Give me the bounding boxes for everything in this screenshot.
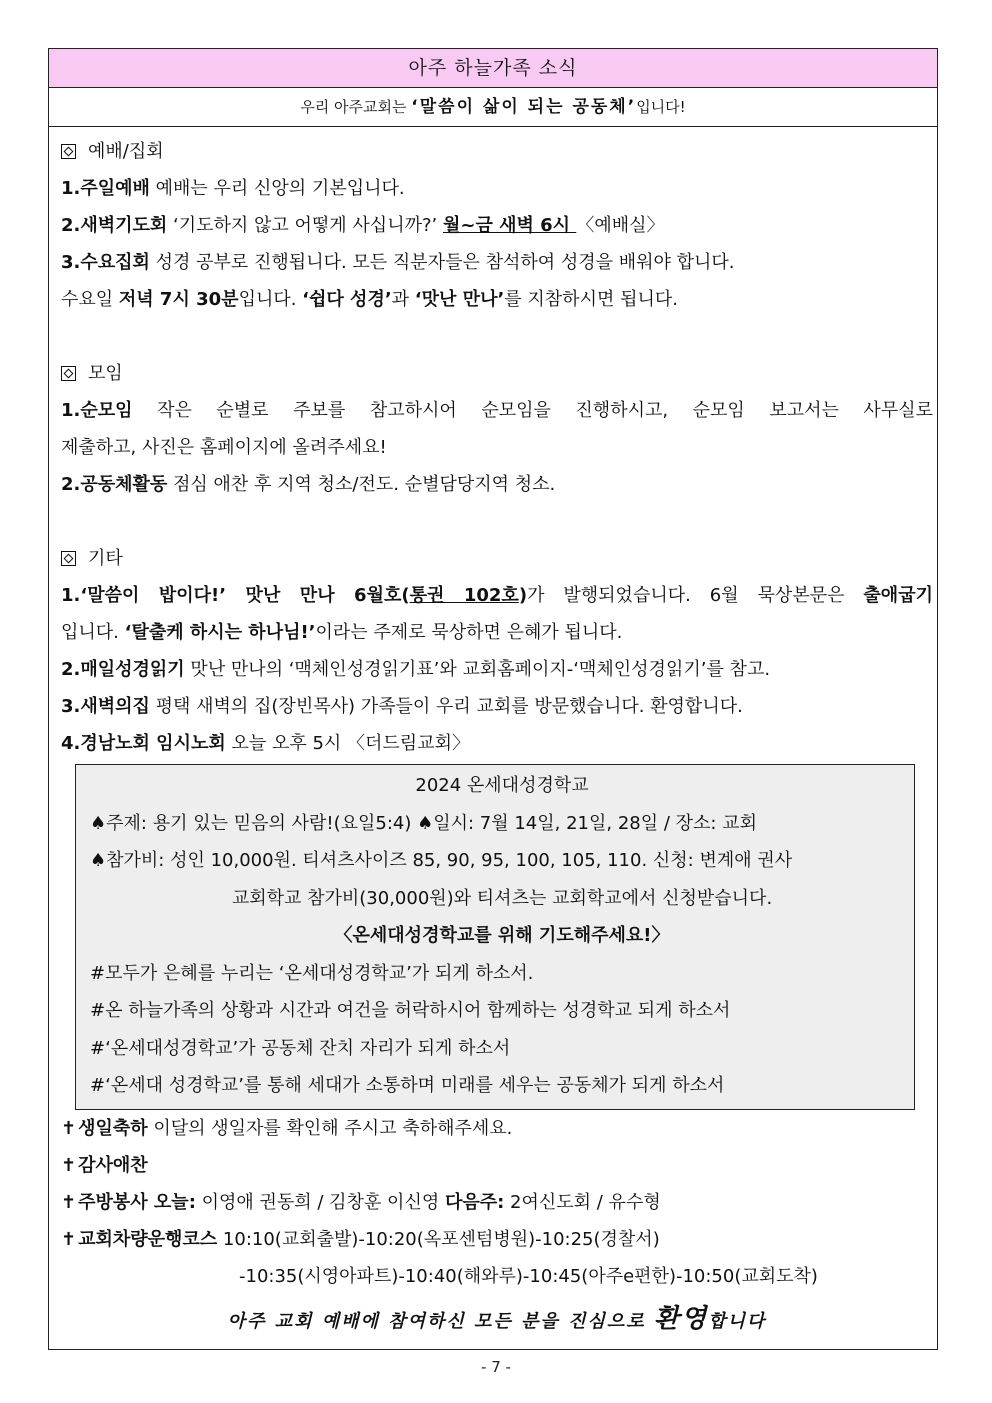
cross-icon: ✝: [61, 1117, 77, 1139]
item-label: 1.주일예배: [61, 178, 150, 199]
vbs-prayer-item: #모두가 은혜를 누리는 ‘온세대성경학교’가 되게 하소서.: [90, 962, 534, 984]
worship-item-wednesday-line2: [61, 281, 933, 318]
prayer-title-text: 〈온세대성경학교를 위해 기도해주세요!〉: [334, 925, 670, 946]
cross-icon: ✝: [61, 1154, 77, 1176]
spacer: [61, 318, 933, 355]
issue-number: 통권 102호: [409, 585, 519, 606]
bulletin-content: [49, 127, 937, 1341]
motto-phrase: ‘말씀이 삶이 되는 공동체’: [411, 97, 637, 117]
vbs-prayer-item: #온 하늘가족의 상황과 시간과 여건을 허락하시어 함께하는 성경학교 되게 하소서: [90, 1000, 731, 1021]
item-place: 〈예배실〉: [576, 215, 665, 236]
notice-birthday: [61, 1110, 933, 1147]
text-bold: ‘탈출케 하시는 하나님!’: [124, 622, 316, 643]
cross-icon: ✝: [61, 1191, 77, 1213]
item-label: 2.공동체활동: [61, 474, 168, 495]
diamond-square-icon: [61, 144, 76, 159]
etc-item-presbytery: [61, 725, 933, 762]
worship-item-dawn: [61, 207, 933, 244]
worship-item-wednesday: [61, 244, 933, 281]
diamond-square-icon: [61, 551, 76, 566]
text-bold: 출애굽기: [863, 585, 933, 606]
cross-icon: ✝: [61, 1228, 77, 1250]
section-worship-heading: [61, 133, 933, 170]
item-label: 4.경남노회 임시노회: [61, 733, 226, 754]
text: 입니다.: [238, 289, 303, 310]
item-text: 맛난 만나의 ‘맥체인성경읽기표’와 교회홈페이지-‘맥체인성경읽기’를 참고.: [184, 659, 771, 680]
item-label: 2.매일성경읽기: [61, 659, 185, 680]
welcome-text: 아주 교회 예배에 참여하신 모든 분을 진심으로: [227, 1310, 654, 1332]
meeting-item-cell-line2: 제출하고, 사진은 홈페이지에 올려주세요!: [61, 437, 387, 458]
meeting-item-community: [61, 466, 933, 503]
item-text: 예배는 우리 신앙의 기본입니다.: [149, 178, 405, 199]
item-text: 성경 공부로 진행됩니다. 모든 직분자들은 참석하여 성경을 배워야 합니다.: [149, 252, 735, 273]
spacer: [61, 503, 933, 540]
vbs-theme-date: ♠주제: 용기 있는 믿음의 사람!(요일5:4) ♠일시: 7월 14일, 21일, 28일 / 장소: 교회: [90, 812, 757, 834]
etc-item-daily-reading: [61, 651, 933, 688]
page-number: - 7 -: [481, 1358, 511, 1376]
text-bold: 1.‘말씀이 밥이다!’ 맛난 만나 6월호(: [61, 585, 410, 606]
text: 과: [391, 289, 415, 310]
vbs-prayer-item: #‘온세대성경학교’가 공동체 잔치 자리가 되게 하소서: [90, 1037, 511, 1059]
section-title: 모임: [88, 363, 123, 384]
notice-text: 이달의 생일자를 확인해 주시고 축하해주세요.: [147, 1117, 513, 1139]
welcome-message: [61, 1297, 933, 1341]
welcome-text-end: 합니다: [708, 1310, 767, 1332]
notice-label: 교회차량운행코스: [78, 1228, 218, 1250]
bulletin-frame: [48, 48, 938, 1350]
church-motto: [49, 88, 937, 127]
notice-label: 생일축하: [78, 1117, 148, 1139]
text: 를 지참하시면 됩니다.: [504, 289, 678, 310]
motto-prefix: 우리 아주교회는: [300, 98, 412, 116]
item-time: 월~금 새벽 6시: [442, 215, 577, 236]
notice-label: 감사애찬: [78, 1154, 148, 1176]
section-meeting-heading: [61, 355, 933, 392]
notice-label: 주방봉사 오늘:: [78, 1191, 196, 1213]
item-text: 작은 순별로 주보를 참고하시어 순모임을 진행하시고, 순모임 보고서는 사무실로: [132, 400, 933, 421]
page-title: 아주 하늘가족 소식: [49, 49, 937, 88]
text-bold: ): [518, 585, 528, 606]
bus-route-part1: 10:10(교회출발)-10:20(옥포센텀병원)-10:25(경찰서): [217, 1228, 660, 1250]
kitchen-today: 이영애 권동희 / 김창훈 이신영: [195, 1191, 445, 1213]
meeting-item-cell: [61, 392, 933, 429]
item-text: 오늘 오후 5시 〈더드림교회〉: [225, 733, 470, 754]
vbs-prayer-title: [90, 917, 914, 955]
item-text: 점심 애찬 후 지역 청소/전도. 순별담당지역 청소.: [167, 474, 556, 495]
kitchen-next: 2여신도회 / 유수형: [504, 1191, 661, 1213]
vbs-prayer-item: #‘온세대 성경학교’를 통해 세대가 소통하며 미래를 세우는 공동체가 되게 하소서: [90, 1075, 725, 1096]
text: 수요일: [61, 289, 119, 310]
etc-item-dawn-house: [61, 688, 933, 725]
item-label: 3.새벽의집: [61, 696, 150, 717]
vbs-title: 2024 온세대성경학교: [415, 775, 589, 796]
text: 가 발행되었습니다. 6월 묵상본문은: [527, 585, 864, 606]
notice-bus: [61, 1221, 933, 1258]
item-label: 3.수요집회: [61, 252, 150, 273]
vbs-registration: 교회학교 참가비(30,000원)와 티셔츠는 교회학교에서 신청받습니다.: [231, 887, 773, 909]
kitchen-next-label: 다음주:: [444, 1191, 505, 1213]
text-bold: 저녁 7시 30분: [118, 289, 239, 310]
vbs-notice-box: [75, 764, 915, 1110]
section-etc-heading: [61, 540, 933, 577]
section-title: 예배/집회: [88, 141, 164, 162]
item-text: 평택 새벽의 집(장빈목사) 가족들이 우리 교회를 방문했습니다. 환영합니다.: [149, 696, 743, 717]
text: 이라는 주제로 묵상하면 은혜가 됩니다.: [315, 622, 623, 643]
section-title: 기타: [88, 548, 123, 569]
text-bold: ‘쉽다 성경’: [302, 289, 392, 310]
notice-thanks: [61, 1147, 933, 1184]
etc-item-manna-line2: [61, 614, 933, 651]
vbs-fee: ♠참가비: 성인 10,000원. 티셔츠사이즈 85, 90, 95, 100, 105, 110. 신청: 변계애 권사: [90, 850, 793, 871]
worship-item-sunday: [61, 170, 933, 207]
etc-item-manna: [61, 577, 933, 614]
item-text: ‘기도하지 않고 어떻게 사십니까?’: [167, 215, 443, 236]
text-bold: ‘맛난 만나’: [414, 289, 505, 310]
text: 입니다.: [61, 622, 125, 643]
motto-suffix: 입니다!: [636, 98, 686, 116]
item-label: 1.순모임: [61, 400, 133, 421]
notice-kitchen: [61, 1184, 933, 1221]
bus-route-part2: -10:35(시영아파트)-10:40(해와루)-10:45(아주e편한)-10:50(교회도착): [239, 1265, 818, 1287]
item-label: 2.새벽기도회: [61, 215, 168, 236]
diamond-square-icon: [61, 366, 76, 381]
welcome-emphasis: 환영: [653, 1303, 709, 1334]
